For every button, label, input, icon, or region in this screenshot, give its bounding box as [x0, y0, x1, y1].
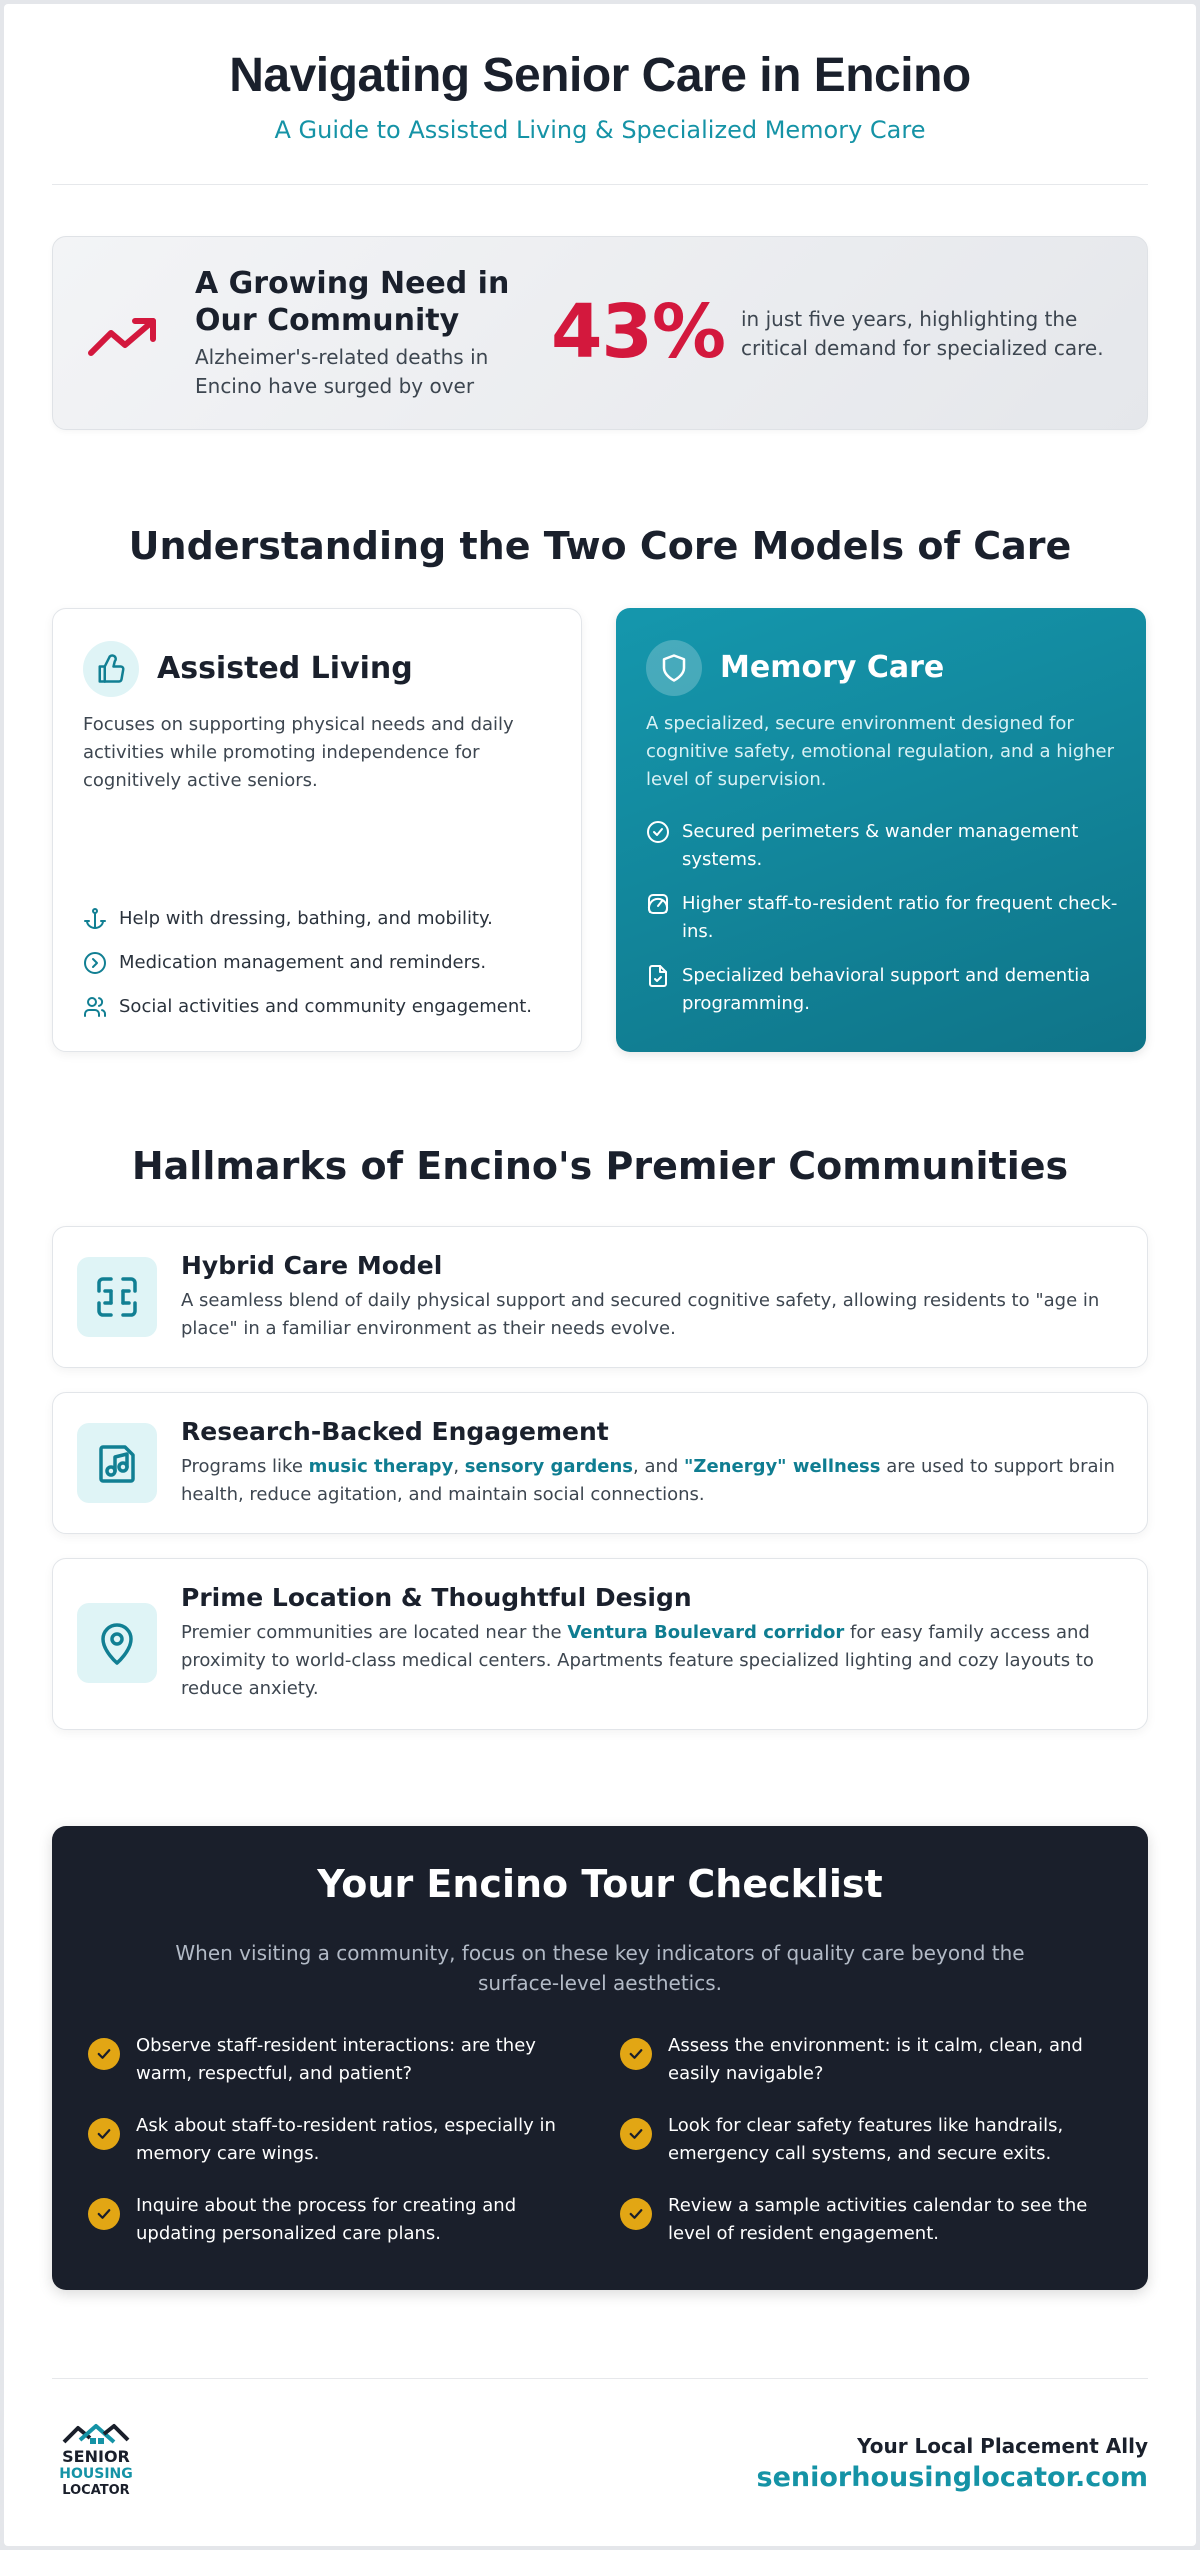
list-item: Specialized behavioral support and dementia programming. — [646, 962, 1126, 1018]
tour-checklist — [52, 1826, 1148, 2290]
memory-care-card — [616, 608, 1146, 1052]
footer-tagline: Your Local Placement Ally — [857, 2434, 1148, 2458]
check-icon — [88, 2038, 120, 2070]
checklist-title: Your Encino Tour Checklist — [317, 1862, 883, 1906]
check-icon — [88, 2198, 120, 2230]
list-item: Secured perimeters & wander management systems. — [646, 818, 1126, 874]
svg-text:HOUSING: HOUSING — [59, 2466, 133, 2482]
users-icon — [83, 995, 107, 1019]
models-section-title: Understanding the Two Core Models of Care — [128, 524, 1072, 568]
checklist-subtitle: When visiting a community, focus on these key indicators of quality care beyond the surface-level aesthetics. — [175, 1941, 1025, 1995]
hallmark-title: Research-Backed Engagement — [181, 1417, 609, 1446]
svg-text:LOCATOR: LOCATOR — [62, 2483, 130, 2498]
trending-up-icon — [87, 313, 163, 361]
list-item: Medication management and reminders. — [83, 949, 563, 977]
hallmark-title: Prime Location & Thoughtful Design — [181, 1583, 692, 1612]
stat-text: Alzheimer's-related deaths in Encino have surged by over — [195, 345, 489, 398]
stat-tail: in just five years, highlighting the critical demand for specialized care. — [741, 307, 1104, 360]
assisted-living-title: Assisted Living — [157, 651, 413, 686]
header-divider — [52, 184, 1148, 185]
gauge-icon — [646, 892, 670, 916]
assisted-living-card — [52, 608, 582, 1052]
memory-care-title: Memory Care — [720, 650, 945, 685]
hallmark-description: Premier communities are located near the Ventura Boulevard corridor for easy family access and proximity to world-class medical centers. Apartments feature specialized lighting and cozy layouts to reduce anxiety. — [181, 1622, 1094, 1699]
stat-banner — [52, 236, 1148, 430]
list-item: Help with dressing, bathing, and mobility. — [83, 905, 563, 933]
document-icon — [646, 964, 670, 988]
highlight-ventura-boulevard: Ventura Boulevard corridor — [567, 1622, 845, 1643]
map-pin-icon — [77, 1603, 157, 1683]
checklist-item: Review a sample activities calendar to see the level of resident engagement. — [620, 2192, 1090, 2248]
check-icon — [620, 2038, 652, 2070]
assisted-living-description: Focuses on supporting physical needs and daily activities while promoting independence for cognitively active seniors. — [83, 714, 514, 791]
highlight-zenergy-wellness: "Zenergy" wellness — [684, 1456, 881, 1477]
checklist-item: Assess the environment: is it calm, clean, and easily navigable? — [620, 2032, 1090, 2088]
anchor-icon — [83, 907, 107, 931]
checklist-item: Look for clear safety features like handrails, emergency call systems, and secure exits. — [620, 2112, 1090, 2168]
hallmark-hybrid-care — [52, 1226, 1148, 1368]
footer-divider — [52, 2378, 1148, 2379]
list-item: Social activities and community engagement. — [83, 993, 563, 1021]
check-icon — [620, 2198, 652, 2230]
infographic-page — [4, 4, 1196, 2546]
shield-icon — [646, 640, 702, 696]
hybrid-frame-icon — [77, 1257, 157, 1337]
hallmark-location — [52, 1558, 1148, 1730]
memory-care-description: A specialized, secure environment designed for cognitive safety, emotional regulation, and a higher level of supervision. — [646, 713, 1114, 790]
list-item: Higher staff-to-resident ratio for frequent check-ins. — [646, 890, 1126, 946]
page-title: Navigating Senior Care in Encino — [229, 49, 971, 102]
chevron-circle-icon — [83, 951, 107, 975]
stat-heading: A Growing Need in Our Community — [195, 266, 510, 338]
hallmark-description: A seamless blend of daily physical support and secured cognitive safety, allowing residents to "age in place" in a familiar environment as their needs evolve. — [181, 1290, 1100, 1339]
checklist-item: Observe staff-resident interactions: are they warm, respectful, and patient? — [88, 2032, 558, 2088]
highlight-music-therapy: music therapy — [308, 1456, 454, 1477]
check-circle-icon — [646, 820, 670, 844]
hallmark-engagement — [52, 1392, 1148, 1534]
hallmark-title: Hybrid Care Model — [181, 1251, 443, 1280]
thumbs-up-icon — [83, 641, 139, 697]
check-icon — [88, 2118, 120, 2150]
stat-number: 43% — [550, 289, 726, 375]
hallmarks-section-title: Hallmarks of Encino's Premier Communities — [131, 1144, 1069, 1188]
checklist-item: Inquire about the process for creating and updating personalized care plans. — [88, 2192, 558, 2248]
page-subtitle: A Guide to Assisted Living & Specialized Memory Care — [274, 116, 926, 144]
checklist-item: Ask about staff-to-resident ratios, especially in memory care wings. — [88, 2112, 558, 2168]
check-icon — [620, 2118, 652, 2150]
svg-text:SENIOR: SENIOR — [62, 2447, 130, 2466]
senior-housing-locator-logo — [58, 2422, 134, 2502]
hallmark-description: Programs like music therapy, sensory gardens, and "Zenergy" wellness are used to support brain health, reduce agitation, and maintain social connections. — [181, 1456, 1115, 1505]
footer-url-link[interactable]: seniorhousinglocator.com — [756, 2462, 1148, 2493]
music-note-icon — [77, 1423, 157, 1503]
highlight-sensory-gardens: sensory gardens — [464, 1456, 633, 1477]
